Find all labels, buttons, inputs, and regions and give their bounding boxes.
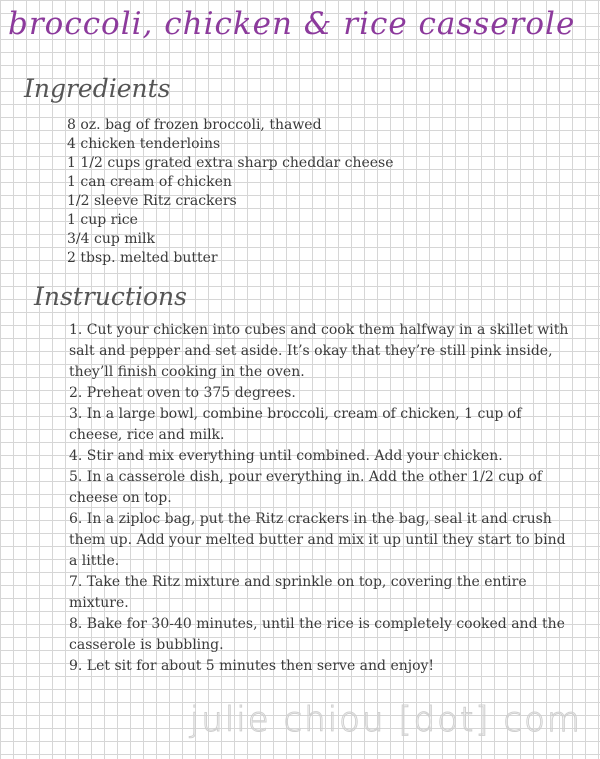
ingredient-item: 8 oz. bag of frozen broccoli, thawed <box>67 117 322 133</box>
instruction-step: 8. Bake for 30-40 minutes, until the rice is completely cooked and the casserole is bubbling. <box>69 616 565 653</box>
ingredient-item: 1 can cream of chicken <box>67 174 232 190</box>
ingredient-item: 4 chicken tenderloins <box>67 136 221 152</box>
instruction-step: 3. In a large bowl, combine broccoli, cream of chicken, 1 cup of cheese, rice and milk. <box>69 406 522 443</box>
ingredient-item: 3/4 cup milk <box>67 231 155 247</box>
ingredient-item: 1/2 sleeve Ritz crackers <box>67 193 237 209</box>
instruction-step: 2. Preheat oven to 375 degrees. <box>69 385 296 401</box>
ingredient-item: 2 tbsp. melted butter <box>67 250 218 266</box>
instructions-heading: Instructions <box>34 282 187 311</box>
instruction-step: 1. Cut your chicken into cubes and cook them halfway in a skillet with salt and pepper and set aside. It’s okay that they’re still pink inside, they’ll finish cooking in the oven. <box>69 322 569 380</box>
instruction-step: 7. Take the Ritz mixture and sprinkle on top, covering the entire mixture. <box>69 574 527 611</box>
recipe-title: broccoli, chicken & rice casserole <box>8 6 576 42</box>
ingredient-item: 1 cup rice <box>67 212 138 228</box>
instruction-step: 5. In a casserole dish, pour everything in. Add the other 1/2 cup of cheese on top. <box>69 469 543 506</box>
instructions-list <box>69 320 569 677</box>
ingredients-list <box>67 116 394 268</box>
watermark: julie chiou [dot] com <box>189 700 582 740</box>
ingredients-heading: Ingredients <box>24 74 171 103</box>
instruction-step: 9. Let sit for about 5 minutes then serve and enjoy! <box>69 658 435 674</box>
ingredient-item: 1 1/2 cups grated extra sharp cheddar cheese <box>67 155 394 171</box>
instruction-step: 6. In a ziploc bag, put the Ritz crackers in the bag, seal it and crush them up. Add your melted butter and mix it up until they start to bind a little. <box>69 511 566 569</box>
instruction-step: 4. Stir and mix everything until combined. Add your chicken. <box>69 448 503 464</box>
